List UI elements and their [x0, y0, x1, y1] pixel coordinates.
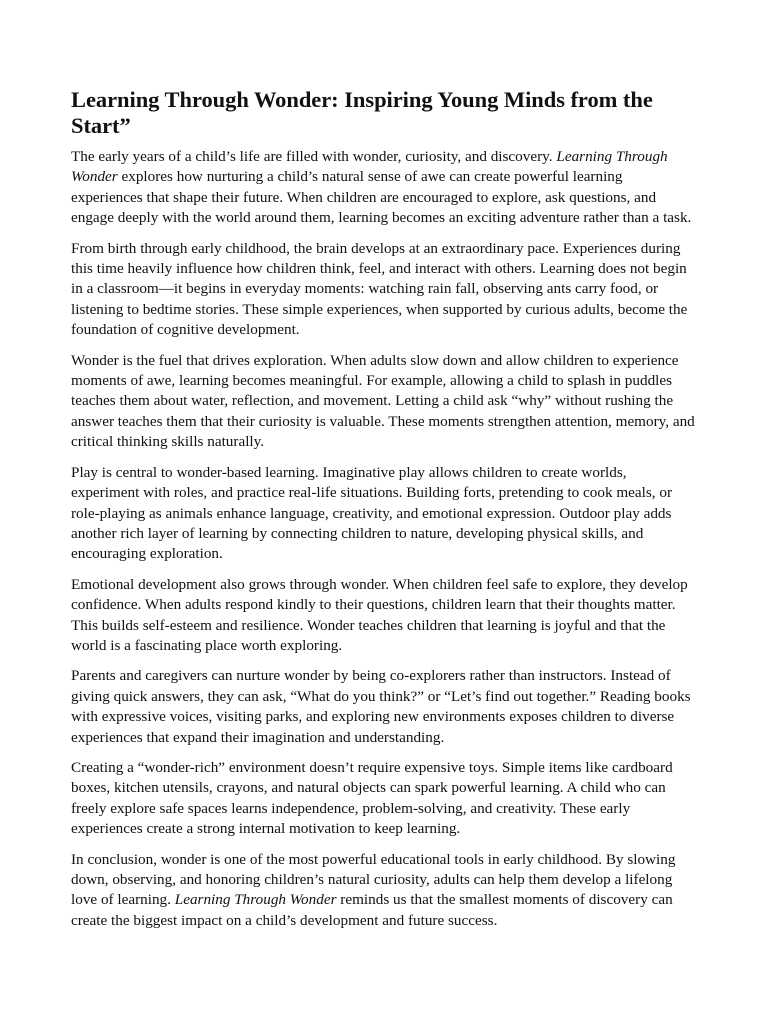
paragraph-wonder-exploration: Wonder is the fuel that drives exploration. When adults slow down and allow children to experience moments of awe, learning becomes meaningful. For example, allowing a child to splash in puddles teaches them about water, reflection, and movement. Letting a child ask “why” without rushing the answer teaches them that their curiosity is valuable. These moments strengthen attention, memory, and critical thinking skills naturally. [71, 351, 695, 451]
paragraph-conclusion [71, 850, 696, 932]
book-title-italic: Learning Through Wonder [174, 891, 337, 909]
paragraph-text: explores how nurturing a child’s natural sense of awe can create powerful learning experiences that shape their future. When children are encouraged to explore, ask questions, and engage deeply with the world around them, learning becomes an exciting adventure rather than a task. [71, 168, 692, 227]
paragraph-wonder-rich-environment: Creating a “wonder-rich” environment doesn’t require expensive toys. Simple items like cardboard boxes, kitchen utensils, crayons, and natural objects can spark powerful learning. A child who can freely explore safe spaces learns independence, problem-solving, and creativity. These early experiences create a strong internal motivation to keep learning. [71, 758, 673, 838]
paragraph-text: reminds us that the smallest moments of discovery can create the biggest impact on a child’s development and future success. [71, 891, 673, 929]
document-title: Learning Through Wonder: Inspiring Young Minds from the Start” [71, 87, 653, 138]
book-title-italic: Learning Through Wonder [71, 148, 668, 186]
paragraph-text: The early years of a child’s life are filled with wonder, curiosity, and discovery. [71, 148, 557, 165]
paragraph-intro [71, 147, 696, 229]
paragraph-text: In conclusion, wonder is one of the most powerful educational tools in early childhood. By slowing down, observing, and honoring children’s natural curiosity, adults can help them develop a lifelong love of learning. [71, 850, 676, 909]
paragraph-parents-caregivers: Parents and caregivers can nurture wonder by being co-explorers rather than instructors. Instead of giving quick answers, they can ask, “What do you think?” or “Let’s find out together.” Reading books with expressive voices, visiting parks, and exploring new environments exposes children to diverse experiences that expand their imagination and understanding. [71, 667, 691, 746]
paragraph-brain-development: From birth through early childhood, the brain develops at an extraordinary pace. Experiences during this time heavily influence how children think, feel, and interact with others. Learning does not begin in a classroom—it begins in everyday moments: watching rain fall, observing ants carry food, or listening to bedtime stories. These simple experiences, when supported by curious adults, become the foundation of cognitive development. [71, 239, 688, 339]
paragraph-play: Play is central to wonder-based learning. Imaginative play allows children to create worlds, experiment with roles, and practice real-life situations. Building forts, pretending to cook meals, or role-playing as animals enhance language, creativity, and emotional expression. Outdoor play adds another rich layer of learning by connecting children to nature, developing physical skills, and encouraging exploration. [71, 463, 673, 563]
paragraph-emotional-development: Emotional development also grows through wonder. When children feel safe to explore, they develop confidence. When adults respond kindly to their questions, children learn that their thoughts matter. This builds self-esteem and resilience. Wonder teaches children that learning is joyful and that the world is a fascinating place worth exploring. [71, 575, 688, 654]
